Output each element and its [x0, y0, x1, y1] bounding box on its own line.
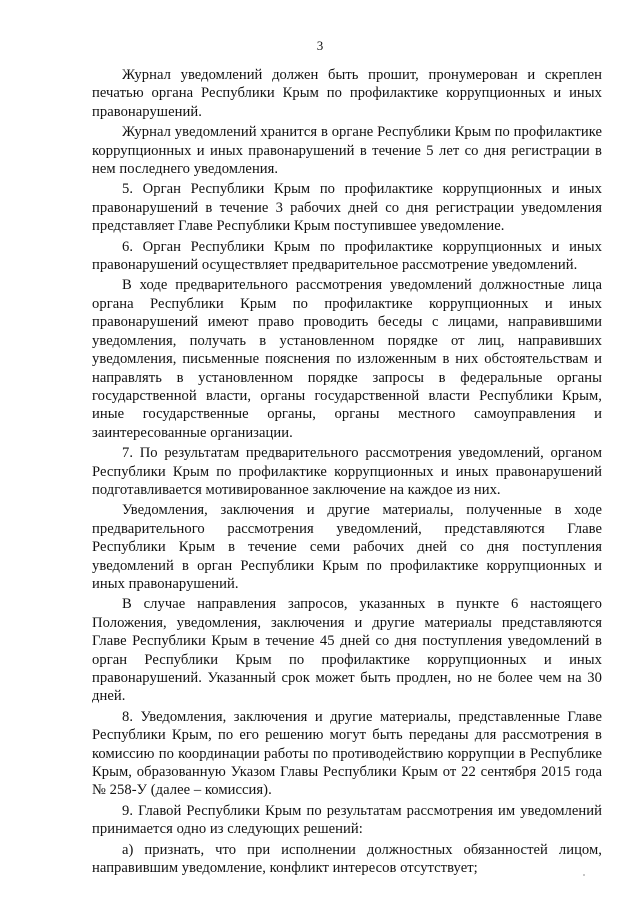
- paragraph-item-6: 6. Орган Республики Крым по профилактике коррупционных и иных правонарушений осуществляет предварительное рассмотрение уведомлений.: [92, 238, 602, 274]
- paragraph-materials-submission: Уведомления, заключения и другие материалы, полученные в ходе предварительного рассмотрения уведомлений, представляются Главе Республики Крым в течение семи рабочих дней со дня поступления уведомлений в орган Республики Крым по профилактике коррупционных и иных правонарушений.: [92, 502, 602, 592]
- paragraph-preliminary-review: В ходе предварительного рассмотрения уведомлений должностные лица органа Республики Крым по профилактике коррупционных и иных правонарушений имеют право проводить беседы с лицами, направившими уведомления, получать в установленном порядке от лиц, направивших уведомления, письменные пояснения по изложенным в них обстоятельствам и направлять в установленном порядке запросы в федеральные органы государственной власти, органы государственной власти Республики Крым, иные государственные органы, органы местного самоуправления и заинтересованные организации.: [92, 277, 602, 441]
- paragraph-item-8: 8. Уведомления, заключения и другие материалы, представленные Главе Республики Крым, по его решению могут быть переданы для рассмотрения в комиссию по координации работы по противодействию коррупции в Республике Крым, образованную Указом Главы Республики Крым от 22 сентября 2015 года № 258-У (далее – комиссия).: [92, 708, 602, 799]
- paragraph-item-9: 9. Главой Республики Крым по результатам рассмотрения им уведомлений принимается одно из следующих решений:: [92, 802, 602, 838]
- paragraph-journal-binding: Журнал уведомлений должен быть прошит, пронумерован и скреплен печатью органа Республики Крым по профилактике коррупционных и иных правонарушений.: [92, 67, 602, 120]
- scan-speck: [583, 874, 585, 876]
- paragraph-item-9a: а) признать, что при исполнении должностных обязанностей лицом, направившим уведомление, конфликт интересов отсутствует;: [92, 841, 602, 877]
- paragraph-item-7: 7. По результатам предварительного рассмотрения уведомлений, органом Республики Крым по профилактике коррупционных и иных правонарушений подготавливается мотивированное заключение на каждое из них.: [92, 445, 602, 498]
- paragraph-journal-storage: Журнал уведомлений хранится в органе Республики Крым по профилактике коррупционных и иных правонарушений в течение 5 лет со дня регистрации в нем последнего уведомления.: [92, 124, 602, 178]
- document-body: [92, 66, 602, 879]
- paragraph-item-5: 5. Орган Республики Крым по профилактике коррупционных и иных правонарушений в течение 3 рабочих дней со дня регистрации уведомления представляет Главе Республики Крым поступившее уведомление.: [92, 181, 602, 235]
- page-number: 3: [316, 38, 324, 53]
- paragraph-requests-deadline: В случае направления запросов, указанных в пункте 6 настоящего Положения, уведомления, заключения и другие материалы представляются Главе Республики Крым в течение 45 дней со дня поступления уведомлений в орган Республики Крым по профилактике коррупционных и иных правонарушений. Указанный срок может быть продлен, но не более чем на 30 дней.: [92, 596, 602, 705]
